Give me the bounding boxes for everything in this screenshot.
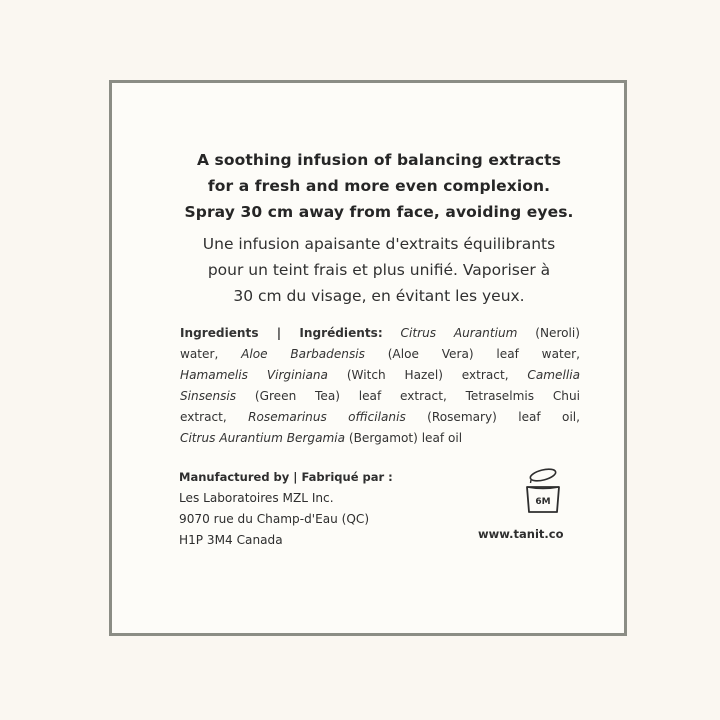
description-french-line: 30 cm du visage, en évitant les yeux. bbox=[233, 287, 525, 305]
description-english-line: for a fresh and more even complexion. bbox=[207, 177, 551, 195]
manufacturer-line: Les Laboratoires MZL Inc. bbox=[179, 491, 334, 505]
ingredient-latin-name: Citrus Aurantium bbox=[400, 326, 518, 340]
website-url: www.tanit.co bbox=[478, 527, 564, 541]
ingredients-list bbox=[180, 323, 580, 449]
ingredient-latin-name: Citrus Aurantium Bergamia bbox=[180, 431, 346, 445]
ingredients-line: Citrus Aurantium Bergamia (Bergamot) leaf oil bbox=[180, 431, 463, 445]
ingredients-line: Hamamelis Virginiana (Witch Hazel) extract, Camellia bbox=[180, 368, 580, 382]
open-jar-icon bbox=[523, 466, 563, 514]
ingredients-line: water, Aloe Barbadensis (Aloe Vera) leaf water, bbox=[180, 347, 580, 361]
description-english-line: A soothing infusion of balancing extracts bbox=[196, 151, 562, 169]
description-french-line: pour un teint frais et plus unifié. Vaporiser à bbox=[207, 261, 551, 279]
manufacturer-info bbox=[179, 467, 393, 551]
description-french bbox=[179, 231, 579, 309]
ingredient-latin-name: Rosemarinus officilanis bbox=[248, 410, 406, 424]
product-label bbox=[109, 80, 627, 636]
ingredients-line: Ingredients | Ingrédients: Citrus Aurantium (Neroli) bbox=[180, 326, 580, 340]
description-french-line: Une infusion apaisante d'extraits équilibrants bbox=[202, 235, 556, 253]
ingredients-line: Sinsensis (Green Tea) leaf extract, Tetraselmis Chui bbox=[180, 389, 580, 403]
manufacturer-title: Manufactured by | Fabriqué par : bbox=[179, 470, 393, 484]
manufacturer-line: H1P 3M4 Canada bbox=[179, 533, 283, 547]
pao-label: 6M bbox=[535, 497, 551, 507]
description-english-line: Spray 30 cm away from face, avoiding eyes. bbox=[184, 203, 574, 221]
manufacturer-line: 9070 rue du Champ-d'Eau (QC) bbox=[179, 512, 370, 526]
ingredients-line: extract, Rosemarinus officilanis (Rosemary) leaf oil, bbox=[180, 410, 581, 424]
ingredient-latin-name: Aloe Barbadensis bbox=[241, 347, 365, 361]
ingredients-heading: Ingredients | Ingrédients: bbox=[180, 326, 383, 340]
description-english bbox=[179, 147, 579, 225]
ingredient-latin-name: Hamamelis Virginiana bbox=[180, 368, 328, 382]
